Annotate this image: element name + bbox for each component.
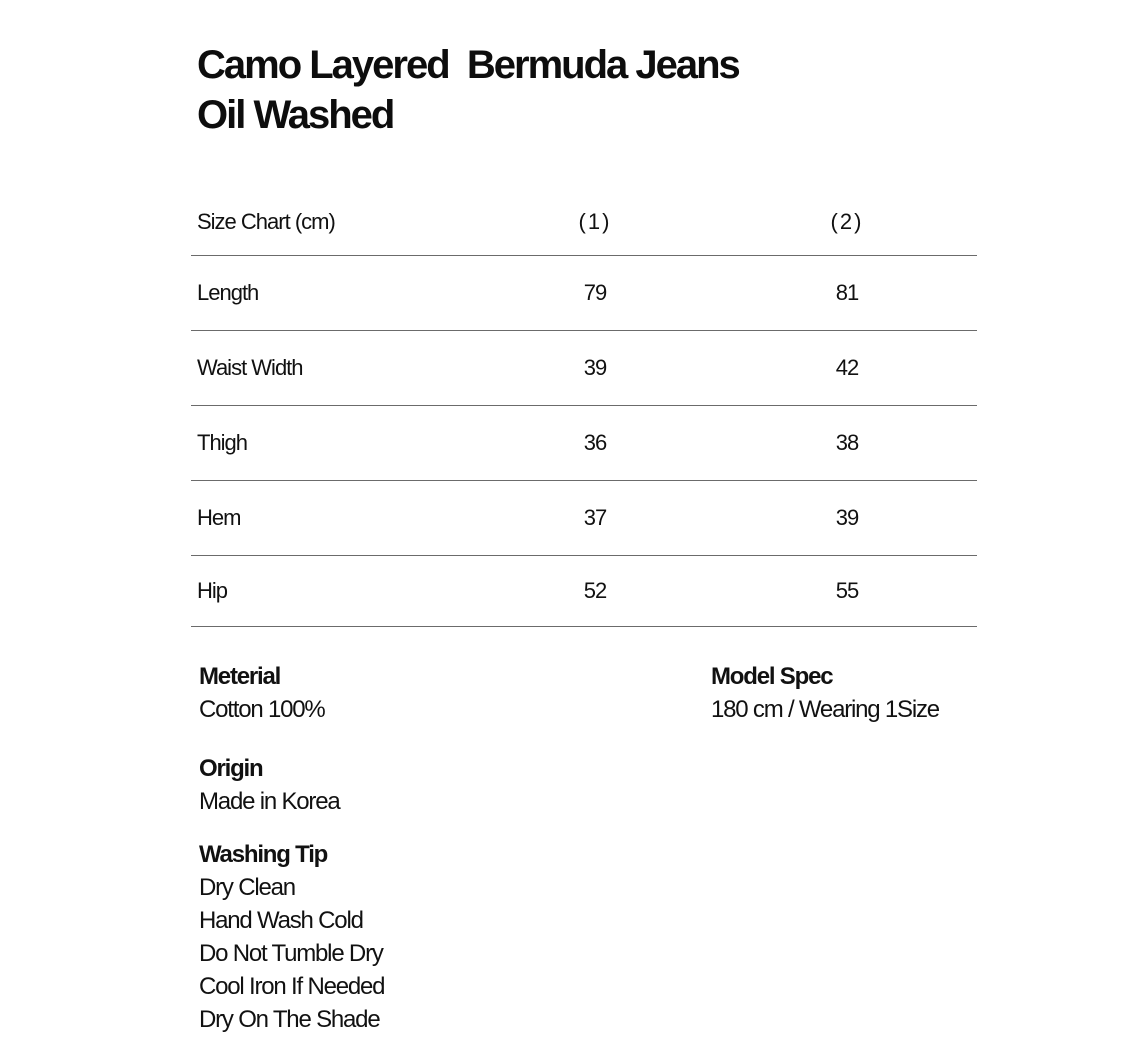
row-label: Waist Width — [197, 355, 303, 380]
product-title — [197, 40, 739, 140]
size-chart-header-size-1: (1) — [578, 209, 612, 234]
row-label: Hip — [197, 578, 228, 603]
table-row-hip — [191, 556, 977, 627]
origin-value: Made in Korea — [199, 788, 340, 815]
size-chart-header-size-2: (2) — [830, 209, 864, 234]
row-size-2-value: 39 — [835, 505, 859, 530]
origin-section — [199, 752, 340, 818]
material-section — [199, 660, 325, 726]
table-row-waist-width — [191, 331, 977, 406]
washing-tip-heading: Washing Tip — [199, 841, 328, 868]
row-size-1-value: 39 — [583, 355, 607, 380]
washing-tip-item: Dry Clean — [199, 874, 295, 901]
washing-tip-item: Cool Iron If Needed — [199, 973, 385, 1000]
row-size-2-value: 55 — [835, 578, 859, 603]
washing-tip-item: Do Not Tumble Dry — [199, 940, 383, 967]
table-row-thigh — [191, 406, 977, 481]
table-row-hem — [191, 481, 977, 556]
row-label: Thigh — [197, 430, 248, 455]
washing-tip-item: Dry On The Shade — [199, 1006, 380, 1033]
product-title-line-1: Camo Layered Bermuda Jeans — [197, 43, 739, 87]
model-spec-heading: Model Spec — [711, 663, 833, 690]
model-spec-section — [711, 660, 939, 726]
row-size-2-value: 81 — [835, 280, 859, 305]
material-value: Cotton 100% — [199, 696, 325, 723]
size-chart-header-row — [191, 185, 977, 256]
washing-tip-section — [199, 838, 384, 1036]
size-chart-table — [191, 185, 977, 627]
product-title-line-2: Oil Washed — [197, 93, 394, 137]
row-size-2-value: 42 — [835, 355, 859, 380]
row-size-2-value: 38 — [835, 430, 859, 455]
model-spec-value: 180 cm / Wearing 1Size — [711, 696, 939, 723]
row-label: Hem — [197, 505, 241, 530]
material-heading: Meterial — [199, 663, 281, 690]
size-chart-header-label: Size Chart (cm) — [197, 209, 335, 234]
origin-heading: Origin — [199, 755, 263, 782]
row-size-1-value: 36 — [583, 430, 607, 455]
washing-tip-item: Hand Wash Cold — [199, 907, 363, 934]
row-label: Length — [197, 280, 259, 305]
row-size-1-value: 79 — [583, 280, 607, 305]
row-size-1-value: 37 — [583, 505, 607, 530]
row-size-1-value: 52 — [583, 578, 607, 603]
table-row-length — [191, 256, 977, 331]
